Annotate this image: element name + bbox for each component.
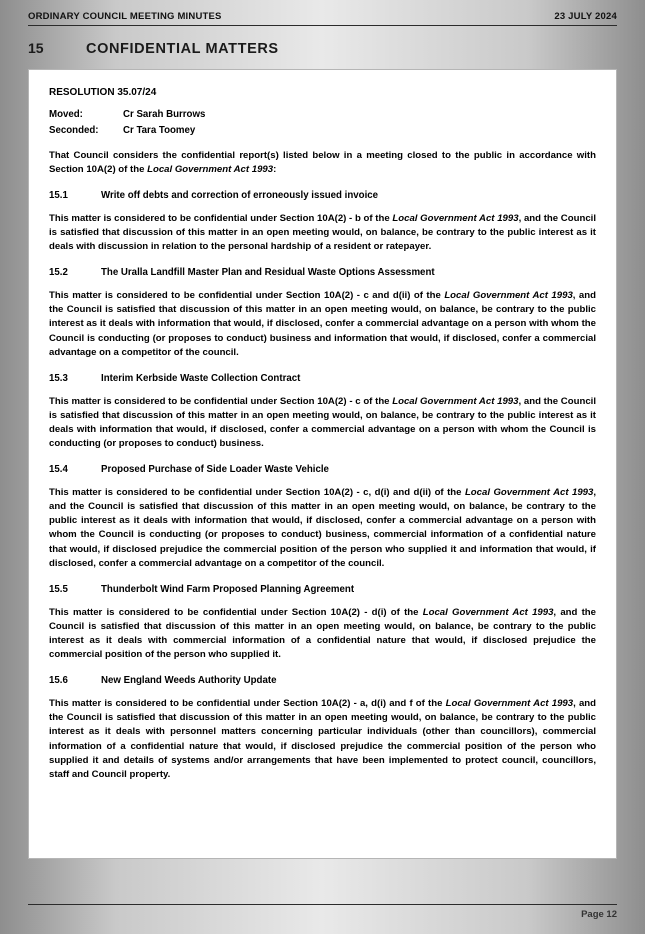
page-number: Page 12	[581, 909, 617, 920]
item-body: This matter is considered to be confidential under Section 10A(2) - c of the Local Government Act 1993, and the Council is satisfied that discussion of this matter in an open meeting would, on balance, be contrary to the public interest as it deals with information that would, if disclosed, confer a commercial advantage on a person with whom the Council is conducting (or proposes to conduct) business.	[49, 395, 596, 450]
page-footer	[28, 904, 617, 920]
item-heading	[49, 583, 596, 597]
moved-label: Moved:	[49, 108, 83, 120]
item-title: Thunderbolt Wind Farm Proposed Planning Agreement	[101, 583, 355, 595]
resolution-intro: That Council considers the confidential report(s) listed below in a meeting closed to the public in accordance with Section 10A(2) of the Local Government Act 1993:	[49, 149, 596, 175]
item-heading	[49, 463, 596, 477]
item-heading	[49, 189, 596, 203]
item-number: 15.4	[49, 464, 68, 476]
item-title: Interim Kerbside Waste Collection Contract	[101, 372, 301, 384]
item-number: 15.2	[49, 267, 68, 279]
moved-name: Cr Sarah Burrows	[123, 108, 206, 120]
section-number: 15	[28, 40, 44, 56]
item-title: New England Weeds Authority Update	[101, 675, 277, 687]
item-body: This matter is considered to be confidential under Section 10A(2) - a, d(i) and f of the Local Government Act 1993, and the Council is satisfied that discussion of this matter in an open meeting would, on balance, be contrary to the public interest as it deals with personnel matters concerning particular individuals (other than councillors), commercial information of a confidential nature that would, if disclosed prejudice the commercial position of the person who supplied it and details of systems and/or arrangements that have been implemented to protect council, councillors, staff and Council property.	[49, 698, 596, 780]
footer-divider	[28, 904, 617, 905]
item-body: This matter is considered to be confidential under Section 10A(2) - b of the Local Government Act 1993, and the Council is satisfied that discussion of this matter in an open meeting would, on balance, be contrary to the public interest as it deals with discussion in relation to the personal hardship of a resident or ratepayer.	[49, 212, 596, 253]
item-body: This matter is considered to be confidential under Section 10A(2) - d(i) of the Local Government Act 1993, and the Council is satisfied that discussion of this matter in an open meeting would, on balance, be contrary to the public interest as it deals with commercial information of a confidential nature that would, if disclosed prejudice the commercial position of the person who supplied it.	[49, 606, 596, 661]
item-heading	[49, 372, 596, 386]
section-heading: CONFIDENTIAL MATTERS	[86, 41, 279, 57]
item-heading	[49, 266, 596, 280]
document-body	[28, 69, 617, 859]
header-document-title: ORDINARY COUNCIL MEETING MINUTES	[28, 11, 222, 22]
seconded-label: Seconded:	[49, 124, 99, 136]
seconded-name: Cr Tara Toomey	[123, 124, 196, 136]
item-title: Proposed Purchase of Side Loader Waste Vehicle	[101, 464, 329, 476]
seconded-by-row	[49, 124, 596, 138]
item-body: This matter is considered to be confidential under Section 10A(2) - c and d(ii) of the Local Government Act 1993, and the Council is satisfied that discussion of this matter in an open meeting would, on balance, be contrary to the public interest as it deals with information that would, if disclosed, confer a commercial advantage on a person with whom the Council is conducting (or proposes to conduct) business and information that would, if disclosed, confer a commercial advantage on a competitor of the council.	[49, 290, 596, 358]
section-title	[28, 40, 617, 57]
item-title: The Uralla Landfill Master Plan and Residual Waste Options Assessment	[101, 267, 435, 279]
item-body: This matter is considered to be confidential under Section 10A(2) - c, d(i) and d(ii) of the Local Government Act 1993, and the Council is satisfied that discussion of this matter in an open meeting would, on balance, be contrary to the public interest as it deals with information that would, if disclosed, confer a commercial advantage on a person with whom the Council is conducting (or proposes to conduct) business, commercial information of a confidential nature that would, if disclosed prejudice the commercial position of the person who supplied it and information that would, if disclosed, confer a commercial advantage on a competitor of the council.	[49, 487, 596, 569]
page-header	[28, 0, 617, 26]
item-title: Write off debts and correction of erroneously issued invoice	[101, 189, 379, 201]
item-number: 15.3	[49, 372, 68, 384]
item-heading	[49, 674, 596, 688]
item-number: 15.6	[49, 675, 68, 687]
resolution-heading: RESOLUTION 35.07/24	[49, 87, 157, 98]
header-meeting-date: 23 JULY 2024	[554, 11, 617, 22]
item-number: 15.5	[49, 583, 68, 595]
moved-by-row	[49, 108, 596, 122]
item-number: 15.1	[49, 189, 68, 201]
